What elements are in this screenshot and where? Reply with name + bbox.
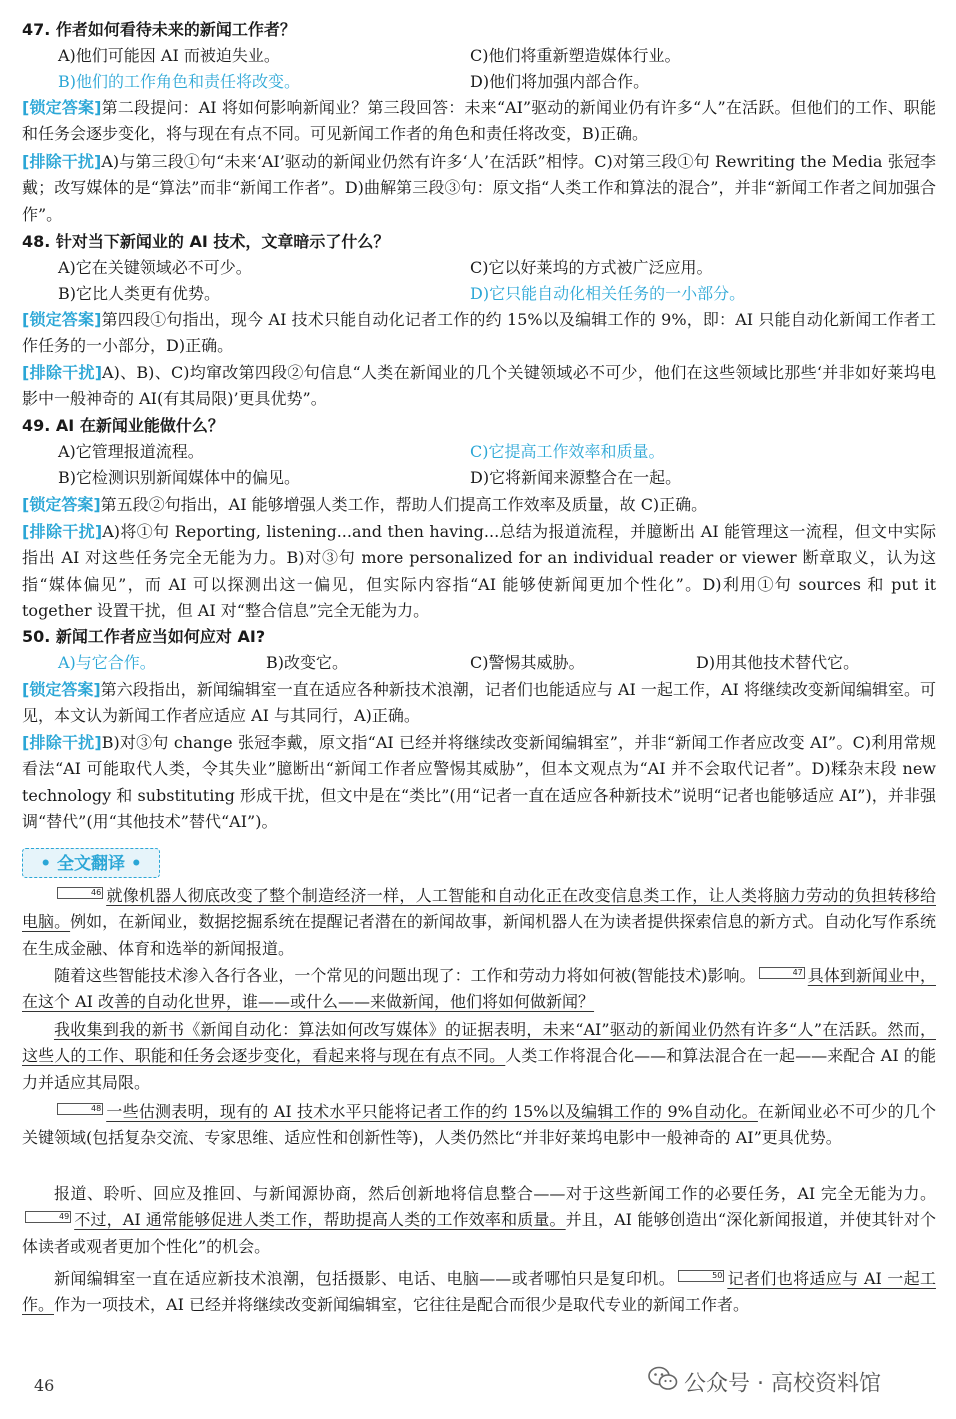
q48-option-c: C)它以好莱坞的方式被广泛应用。: [470, 258, 713, 277]
q49-option-c-correct: C)它提高工作效率和质量。: [470, 442, 665, 461]
q49-exclude: [22, 519, 936, 625]
q47-option-a: A)他们可能因 AI 而被迫失业。: [58, 46, 280, 65]
exclude-label: [排除干扰]: [22, 152, 102, 171]
q50-lock-answer: [22, 677, 936, 730]
paragraph-marker: 49: [25, 1211, 71, 1223]
paragraph-text: 作为一项技术，AI 已经并将继续改变新闻编辑室，它往往是配合而很少是取代专业的新闻工作者。: [54, 1295, 749, 1315]
translation-paragraph-2: [22, 963, 936, 1016]
lock-answer-label: [锁定答案]: [22, 98, 102, 117]
q50-exclude: [22, 730, 936, 836]
q50-option-d: D)用其他技术替代它。: [696, 653, 860, 672]
q50-option-c: C)警惕其威胁。: [470, 653, 585, 672]
underlined-sentence: 我收集到我的新书《新闻自动化：算法如何改写媒体》的证据表明，未来“AI”驱动的新闻业仍然有许多“人”在活跃。然而，这些人的工作、职能和任务会逐步变化，看起来将与现在有点不同。: [22, 1020, 936, 1066]
underlined-sentence: 记者们也将适应与 AI 一起工作。: [22, 1269, 936, 1315]
paragraph-text: 新闻编辑室一直在适应新技术浪潮，包括摄影、电话、电脑——或者哪怕只是复印机。: [54, 1269, 676, 1288]
lock-answer-text: 第五段②句指出，AI 能够增强人类工作，帮助人们提高工作效率及质量，故 C)正确。: [100, 495, 708, 514]
translation-paragraph-3: [22, 1017, 936, 1096]
q47-exclude: [22, 149, 936, 228]
exclude-text: A)将①句 Reporting, listening...and then having...总结为报道流程，并臆断出 AI 能管理这一流程，但文中实际指出 AI 对这些任务完全无能为力。B)对③句 more personalized for an individual reader or viewer 断章取义，认为这指“媒体偏见”，而 AI 可以探测出这一偏见，但实际内容指“AI 能够使新闻更加个性化”。D)利用①句 sources 和 put it together 设置干扰，但 AI 对“整合信息”完全无能为力。: [22, 522, 936, 621]
exclude-text: B)对③句 change 张冠李戴，原文指“AI 已经并将继续改变新闻编辑室”，并非“新闻工作者应改变 AI”。C)利用常规看法“AI 可能取代人类，令其失业”臆断出“新闻工作者应警惕其威胁”，但本文观点为“AI 并不会取代记者”。D)糅杂末段 new technology 和 substituting 形成干扰，但文中是在“类比”(用“记者一直在适应各种新技术”说明“记者也能够适应 AI”)，并非强调“替代”(用“其他技术”替代“AI”)。: [22, 733, 936, 832]
paragraph-text: 随着这些智能技术渗入各行各业，一个常见的问题出现了：工作和劳动力将如何被(智能技术)影响。: [54, 966, 756, 985]
exclude-text: A)与第三段①句“未来‘AI’驱动的新闻业仍然有许多‘人’在活跃”相悖。C)对第三段①句 Rewriting the Media 张冠李戴；改写媒体的是“算法”而非“新闻工作者”。D)曲解第三段③句：原文指“人类工作和算法的混合”，并非“新闻工作者之间加强合作”。: [22, 152, 936, 224]
q48-lock-answer: [22, 307, 936, 360]
question-47: 47. 作者如何看待未来的新闻工作者？: [22, 20, 296, 39]
paragraph-text: 报道、聆听、回应及推回、与新闻源协商，然后创新地将信息整合——对于这些新闻工作的必要任务，AI 完全无能为力。: [54, 1184, 936, 1203]
translation-paragraph-4: [22, 1099, 936, 1152]
underlined-sentence: 不过，AI 通常能够促进人类工作，帮助提高人类的工作效率和质量。: [74, 1210, 566, 1230]
q49-option-a: A)它管理报道流程。: [58, 442, 204, 461]
q49-option-b: B)它检测识别新闻媒体中的偏见。: [58, 468, 301, 487]
translation-paragraph-5: [22, 1181, 936, 1260]
watermark-text: 公众号 · 高校资料馆: [684, 1371, 881, 1397]
page-number: 46: [34, 1376, 55, 1395]
translation-paragraph-6: [22, 1266, 936, 1319]
paragraph-marker: 50: [678, 1270, 724, 1282]
lock-answer-text: 第四段①句指出，现今 AI 技术只能自动化记者工作的约 15%以及编辑工作的 9%，即：AI 只能自动化新闻工作者工作任务的一小部分，D)正确。: [22, 310, 936, 356]
q50-option-a-correct: A)与它合作。: [58, 653, 156, 672]
paragraph-text: 人类工作将混合化——和算法混合在一起——来配合 AI 的能力并适应其局限。: [22, 1046, 936, 1092]
paragraph-marker: 48: [57, 1103, 103, 1115]
paragraph-text: 在新闻业必不可少的几个关键领域(包括复杂交流、专家思维、适应性和创新性等)，人类仍然比“并非好莱坞电影中一般神奇的 AI”更具优势。: [22, 1102, 936, 1148]
underlined-sentence: 一些估测表明，现有的 AI 技术水平只能将记者工作的约 15%以及编辑工作的 9%自动化。: [106, 1102, 758, 1121]
question-49: 49. AI 在新闻业能做什么？: [22, 416, 224, 435]
paragraph-marker: 47: [759, 967, 805, 979]
watermark: [648, 1366, 938, 1400]
q49-lock-answer: [22, 492, 936, 518]
q48-option-b: B)它比人类更有优势。: [58, 284, 221, 303]
q48-option-d-correct: D)它只能自动化相关任务的一小部分。: [470, 284, 746, 303]
q48-exclude: [22, 360, 936, 413]
paragraph-text: 并且，AI 能够创造出“深化新闻报道，并使其针对个体读者或观者更加个性化”的机会。: [22, 1210, 936, 1256]
exclude-label: [排除干扰]: [22, 363, 103, 382]
q47-option-c: C)他们将重新塑造媒体行业。: [470, 46, 681, 65]
lock-answer-label: [锁定答案]: [22, 495, 101, 514]
lock-answer-label: [锁定答案]: [22, 680, 101, 699]
q48-option-a: A)它在关键领域必不可少。: [58, 258, 252, 277]
q50-option-b: B)改变它。: [266, 653, 349, 672]
translation-paragraph-1: [22, 883, 936, 962]
lock-answer-text: 第六段指出，新闻编辑室一直在适应各种新技术浪潮，记者们也能适应与 AI 一起工作，AI 将继续改变新闻编辑室。可见，本文认为新闻工作者应适应 AI 与其同行，A)正确。: [22, 680, 936, 726]
lock-answer-label: [锁定答案]: [22, 310, 102, 329]
section-title-full-translation: • 全文翻译 •: [22, 848, 160, 878]
underlined-sentence: 就像机器人彻底改变了整个制造经济一样，人工智能和自动化正在改变信息类工作，让人类将脑力劳动的负担转移给电脑。: [22, 886, 936, 932]
wechat-icon: [648, 1366, 678, 1403]
q49-option-d: D)它将新闻来源整合在一起。: [470, 468, 682, 487]
q47-lock-answer: [22, 95, 936, 148]
underlined-sentence: 具体到新闻业中，在这个 AI 改善的自动化世界，谁——或什么——来做新闻，他们将如何做新闻？: [22, 966, 936, 1012]
question-48: 48. 针对当下新闻业的 AI 技术，文章暗示了什么？: [22, 232, 390, 251]
exclude-label: [排除干扰]: [22, 522, 103, 541]
exclude-text: A)、B)、C)均窜改第四段②句信息“人类在新闻业的几个关键领域必不可少，他们在这些领域比那些‘并非如好莱坞电影中一般神奇的 AI(有其局限)’更具优势”。: [22, 363, 936, 409]
lock-answer-text: 第二段提问：AI 将如何影响新闻业？第三段回答：未来“AI”驱动的新闻业仍有许多“人”在活跃。但他们的工作、职能和任务会逐步变化，将与现在有点不同。可见新闻工作者的角色和责任将改变，B)正确。: [22, 98, 936, 144]
q47-option-b-correct: B)他们的工作角色和责任将改变。: [58, 72, 301, 91]
q47-option-d: D)他们将加强内部合作。: [470, 72, 650, 91]
exclude-label: [排除干扰]: [22, 733, 102, 752]
paragraph-marker: 46: [57, 887, 103, 899]
paragraph-text: 例如，在新闻业，数据挖掘系统在提醒记者潜在的新闻故事，新闻机器人在为读者提供探索信息的新方式。自动化写作系统在生成金融、体育和选举的新闻报道。: [22, 912, 936, 958]
question-50: 50. 新闻工作者应当如何应对 AI?: [22, 627, 266, 646]
